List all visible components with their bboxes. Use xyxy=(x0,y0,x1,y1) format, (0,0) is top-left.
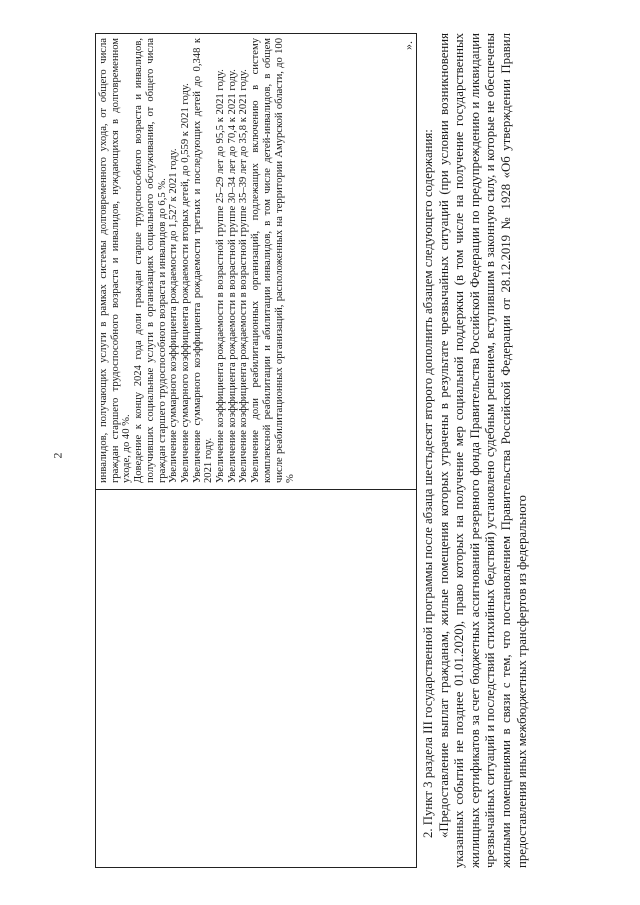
table-left-column xyxy=(96,489,416,867)
indicator-item: инвалидов, получающих услуги в рамках системы долговременного ухода, от общего числа граждан старшего трудоспособного возраста и инвалидов, нуждающихся в долговременном уходе, до 40 %. xyxy=(98,38,133,483)
indicator-item: Увеличение суммарного коэффициента рождаемости до 1,527 к 2021 году. xyxy=(168,148,180,483)
indicator-item: Увеличение доли реабилитационных организаций, подлежащих включению в систему комплексной реабилитации и абилитации инвалидов, в том числе детей-инвалидов, в общем числе реабилитационных организаций, расположенных на территории Амурской области, до 100 % xyxy=(250,38,297,483)
amendment-body: «Предоставление выплат гражданам, жилые помещения которых утрачены в результате чрезвычайных ситуаций (при условии возникновения указанных событий не позднее 01.01.2020), право которых на получение мер социальной поддержки (в том числе на получение государственных жилищных сертификатов за счет бюджетных ассигнований резервного фонда Правительства Российской Федерации по предупреждению и ликвидации чрезвычайных ситуаций и последствий стихийных бедствий) установлено судебным решением, вступившим в законную силу, и которые не обеспечены жилыми помещениями в связи с тем, что постановлением Правительства Российской Федерации от 28.12.2019 № 1928 «Об утверждении Правил предоставления иных межбюджетных трансфертов из федерального xyxy=(436,33,529,868)
table-right-column xyxy=(96,34,416,489)
indicator-item: Увеличение коэффициента рождаемости в возрастной группе 35–39 лет до 35,8 к 2021 году. xyxy=(238,69,250,483)
closing-quote: ». xyxy=(401,41,415,50)
indicator-item: Доведение к концу 2024 года доли граждан старше трудоспособного возраста и инвалидов, получивших социальные услуги в организациях социального обслуживания, от общего числа граждан старшего трудоспособного возраста и инвалидов до 6,5 %. xyxy=(133,38,168,483)
indicator-item: Увеличение коэффициента рождаемости в возрастной группе 30–34 лет до 70,4 к 2021 году. xyxy=(226,69,238,483)
indicator-item: Увеличение коэффициента рождаемости в возрастной группе 25–29 лет до 95,5 к 2021 году. xyxy=(215,69,227,483)
rotated-page-content xyxy=(75,33,635,868)
indicator-item: Увеличение суммарного коэффициента рождаемости третьих и последующих детей до 0,348 к 2021 году. xyxy=(191,38,215,483)
page-number: 2 xyxy=(50,452,65,459)
indicator-item: Увеличение суммарного коэффициента рождаемости вторых детей, до 0,559 к 2021 году. xyxy=(179,83,191,483)
amendment-text xyxy=(421,33,530,868)
amendment-intro: 2. Пункт 3 раздела III государственной программы после абзаца шестьдесят второго дополнить абзацем следующего содержания: xyxy=(421,129,435,838)
indicators-table xyxy=(95,33,417,868)
